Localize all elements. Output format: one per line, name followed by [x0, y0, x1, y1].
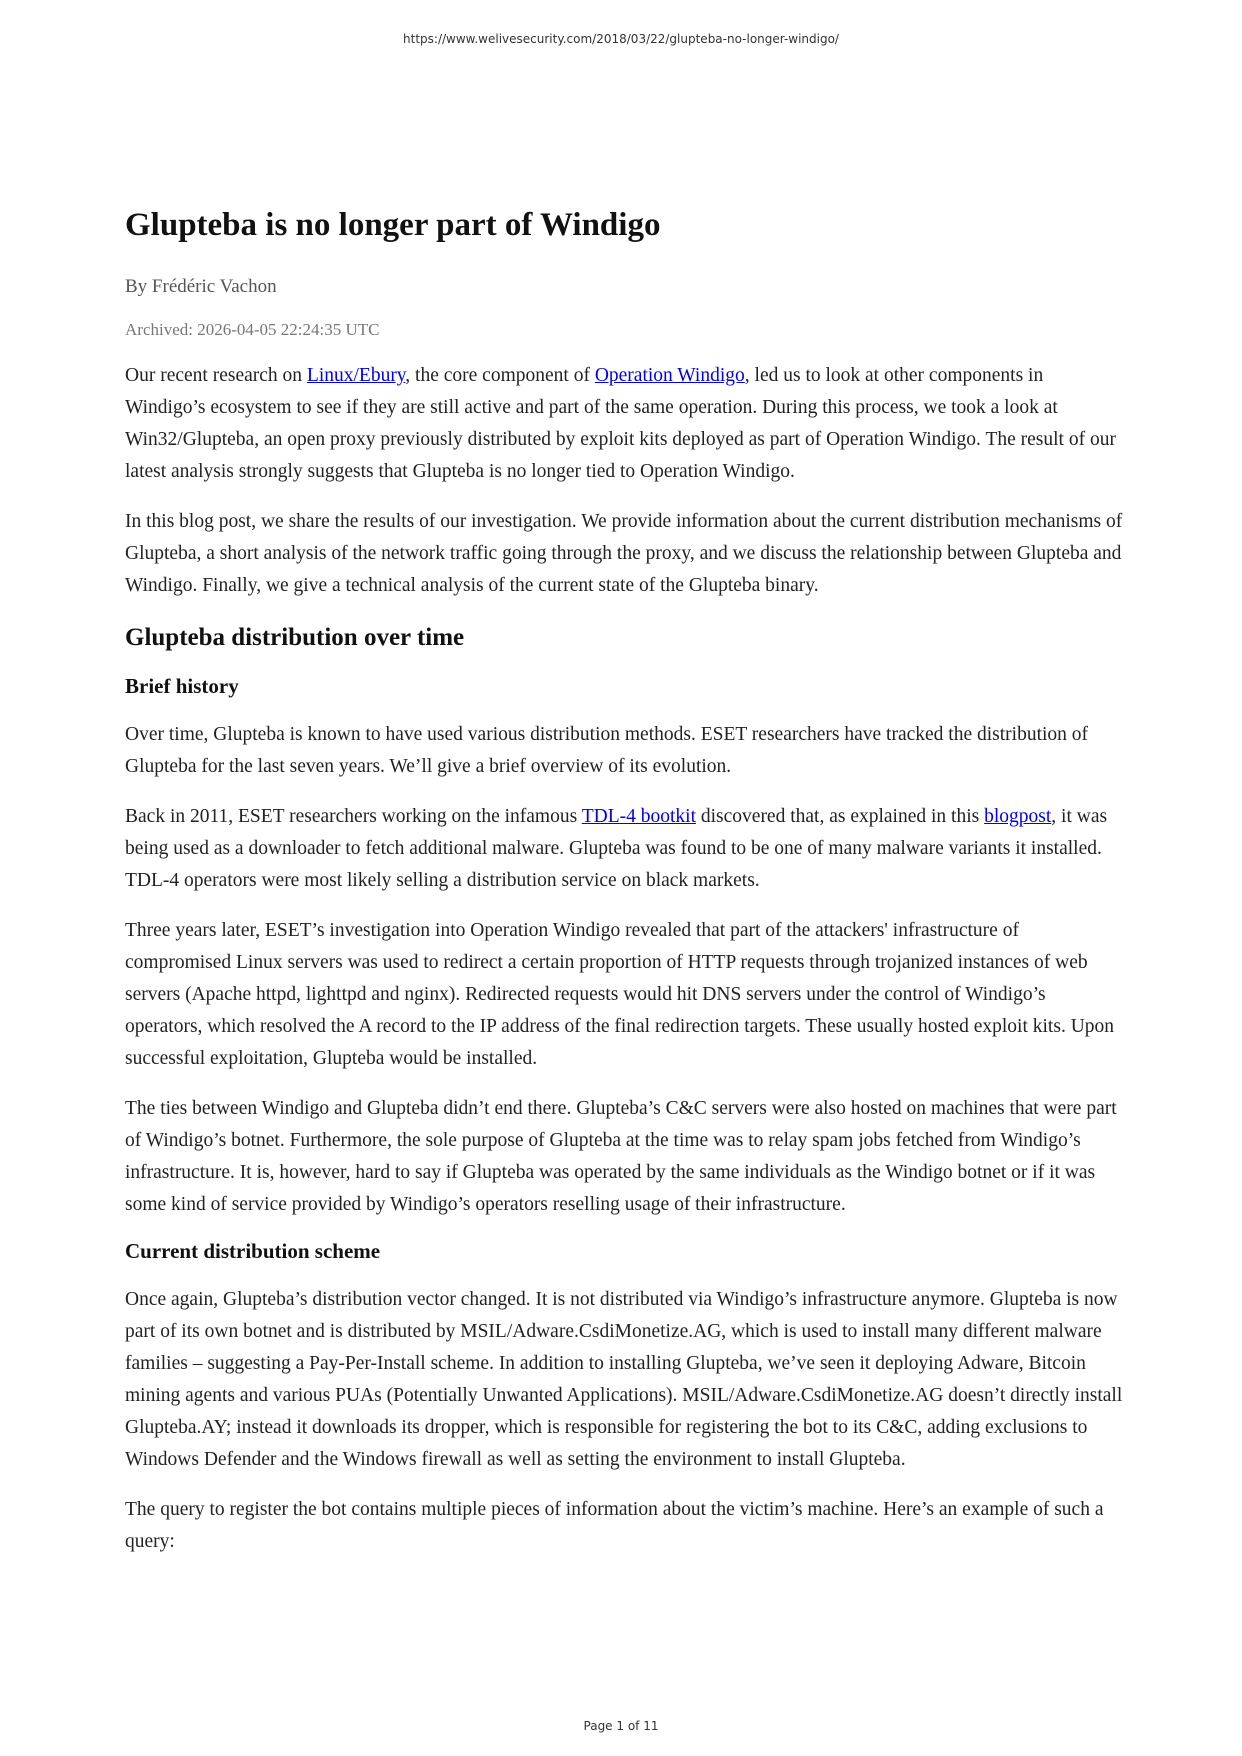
link-operation-windigo[interactable]: Operation Windigo	[594, 365, 745, 387]
page-url-header: https://www.welivesecurity.com/2018/03/22/glupteba-no-longer-windigo/	[403, 32, 839, 46]
text-span: discovered that, as explained in this	[696, 806, 985, 828]
paragraph-overview: In this blog post, we share the results of our investigation. We provide information about the current distribution mechanisms of Glupteba, a short analysis of the network traffic going through the proxy, and we discuss the relationship between Glupteba and Windigo. Finally, we give a technical analysis of the current state of the Glupteba binary.	[125, 511, 1123, 597]
article-byline: By Frédéric Vachon	[125, 276, 277, 298]
paragraph-windigo-ties: The ties between Windigo and Glupteba didn’t end there. Glupteba’s C&C servers were also hosted on machines that were part of Windigo’s botnet. Furthermore, the sole purpose of Glupteba at the time was to relay spam jobs fetched from Windigo’s infrastructure. It is, however, hard to say if Glupteba was operated by the same individuals as the Windigo botnet or if it was some kind of service provided by Windigo’s operators reselling usage of their infrastructure.	[125, 1098, 1117, 1216]
paragraph-intro	[125, 360, 1125, 488]
text-span: , led us to look at other components in Windigo’s ecosystem to see if they are still active and part of the same operation. During this process, we took a look at Win32/Glupteba, an open proxy previously distributed by exploit kits deployed as part of Operation Windigo. The result of our latest analysis strongly suggests that Glupteba is no longer tied to Operation Windigo.	[125, 365, 1116, 483]
text-span: , it was being used as a downloader to fetch additional malware. Glupteba was found to be one of many malware variants it installed. TDL-4 operators were most likely selling a distribution service on black markets.	[125, 806, 1108, 892]
subheading-brief-history: Brief history	[125, 674, 239, 699]
link-blogpost[interactable]: blogpost	[984, 806, 1052, 828]
text-span: Back in 2011, ESET researchers working on the infamous	[125, 806, 582, 828]
archived-timestamp: Archived: 2026-04-05 22:24:35 UTC	[125, 320, 380, 340]
link-tdl4-bootkit[interactable]: TDL-4 bootkit	[581, 806, 696, 828]
paragraph-register-query: The query to register the bot contains multiple pieces of information about the victim’s machine. Here’s an example of such a query:	[125, 1499, 1104, 1553]
section-heading-distribution: Glupteba distribution over time	[125, 624, 465, 652]
article	[125, 205, 1125, 1576]
paragraph-tdl4	[125, 801, 1125, 897]
text-span: Our recent research on	[125, 365, 307, 387]
text-span: , the core component of	[405, 365, 595, 387]
article-title: Glupteba is no longer part of Windigo	[125, 207, 661, 243]
paragraph-current-scheme: Once again, Glupteba’s distribution vector changed. It is not distributed via Windigo’s infrastructure anymore. Glupteba is now part of its own botnet and is distributed by MSIL/Adware.CsdiMonetize.AG, which is used to install many different malware families – suggesting a Pay-Per-Install scheme. In addition to installing Glupteba, we’ve seen it deploying Adware, Bitcoin mining agents and various PUAs (Potentially Unwanted Applications). MSIL/Adware.CsdiMonetize.AG doesn’t directly install Glupteba.AY; instead it downloads its dropper, which is responsible for registering the bot to its C&C, adding exclusions to Windows Defender and the Windows firewall as well as setting the environment to install Glupteba.	[125, 1289, 1123, 1471]
paragraph-history-intro: Over time, Glupteba is known to have used various distribution methods. ESET researchers have tracked the distribution of Glupteba for the last seven years. We’ll give a brief overview of its evolution.	[125, 724, 1089, 778]
subheading-current-distribution: Current distribution scheme	[125, 1239, 381, 1264]
link-linux-ebury[interactable]: Linux/Ebury	[306, 365, 406, 387]
page-number-footer: Page 1 of 11	[583, 1719, 659, 1733]
paragraph-windigo-investigation: Three years later, ESET’s investigation into Operation Windigo revealed that part of the attackers' infrastructure of compromised Linux servers was used to redirect a certain proportion of HTTP requests through trojanized instances of web servers (Apache httpd, lighttpd and nginx). Redirected requests would hit DNS servers under the control of Windigo’s operators, which resolved the A record to the IP address of the final redirection targets. These usually hosted exploit kits. Upon successful exploitation, Glupteba would be installed.	[125, 920, 1115, 1070]
